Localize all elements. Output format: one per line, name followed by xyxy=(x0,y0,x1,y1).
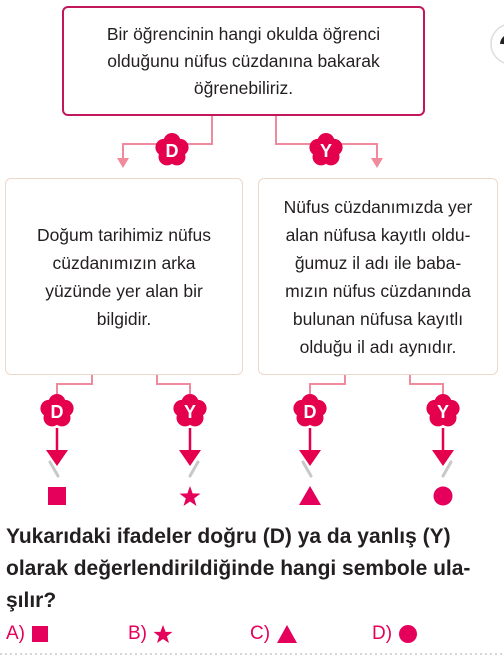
right-box-line-5: bulunan nüfusa kayıtlı xyxy=(292,308,464,329)
option-c-label: C) xyxy=(250,623,271,644)
top-box-line-1: Bir öğrencinin hangi okulda öğrenci xyxy=(106,23,381,44)
lower-connectors xyxy=(57,375,443,394)
option-a[interactable] xyxy=(6,623,49,645)
option-d-label: D) xyxy=(372,623,393,644)
badge-top-d-label: D xyxy=(165,141,179,161)
top-box-line-2: olduğunu nüfus cüzdanına bakarak xyxy=(107,50,380,71)
end-symbol-star xyxy=(180,486,201,506)
badge-4-y xyxy=(426,394,459,426)
right-box-line-2: alan nüfusa kayıtlı oldu- xyxy=(285,224,471,245)
option-b-label: B) xyxy=(128,623,147,644)
badge-top-y-label: Y xyxy=(319,141,333,161)
end-symbol-triangle xyxy=(299,486,321,505)
badge-1-label: D xyxy=(50,402,64,422)
question-line-2: olarak değerlendirildiğinde hangi sembole ula- xyxy=(6,557,471,580)
connector-left-y xyxy=(157,375,190,394)
badge-2-label: Y xyxy=(183,402,197,422)
arrowhead-top-left xyxy=(117,158,129,168)
badge-4-label: Y xyxy=(436,402,450,422)
square-icon xyxy=(31,625,49,643)
answer-options xyxy=(0,623,504,655)
end-symbol-square xyxy=(48,487,66,505)
question-line-1: Yukarıdaki ifadeler doğru (D) ya da yanlış (Y) xyxy=(6,525,451,548)
end-symbol-circle xyxy=(434,487,453,506)
left-box-line-1: Doğum tarihimiz nüfus xyxy=(36,224,212,245)
connector-right-y xyxy=(410,375,443,394)
badge-1-d xyxy=(40,394,73,426)
connector-right-d xyxy=(310,375,345,394)
badge-3-label: D xyxy=(303,402,317,422)
statement-left-box xyxy=(5,178,243,375)
edge-circle-icon xyxy=(491,24,504,64)
right-box-line-1: Nüfus cüzdanımızda yer xyxy=(283,196,473,217)
badge-top-y xyxy=(309,133,342,165)
left-box-line-3: yüzünde yer alan bir xyxy=(45,280,203,301)
badge-top-d xyxy=(155,133,188,165)
question-line-3: şılır? xyxy=(6,589,57,612)
star-icon xyxy=(153,624,173,644)
right-box-line-6: olduğu il adı aynıdır. xyxy=(299,336,457,357)
arrowhead-top-right xyxy=(371,158,383,168)
right-box-line-3: ğumuz il adı ile baba- xyxy=(294,252,462,273)
right-box-line-4: mızın nüfus cüzdanında xyxy=(285,280,471,301)
badge-3-d xyxy=(293,394,326,426)
connector-left-d xyxy=(57,375,92,394)
left-box-line-2: cüzdanımızın arka xyxy=(52,252,196,273)
left-box-line-4: bilgidir. xyxy=(96,308,152,329)
circle-icon xyxy=(398,624,418,644)
option-b[interactable] xyxy=(128,623,173,645)
question-text xyxy=(6,521,498,617)
badge-2-y xyxy=(173,394,206,426)
statement-top-box xyxy=(62,6,425,116)
option-c[interactable] xyxy=(250,623,298,645)
triangle-icon xyxy=(276,624,298,644)
top-box-line-3: öğrenebiliriz. xyxy=(193,77,294,98)
option-a-label: A) xyxy=(6,623,25,644)
option-d[interactable] xyxy=(372,623,418,645)
statement-right-box xyxy=(258,178,498,375)
